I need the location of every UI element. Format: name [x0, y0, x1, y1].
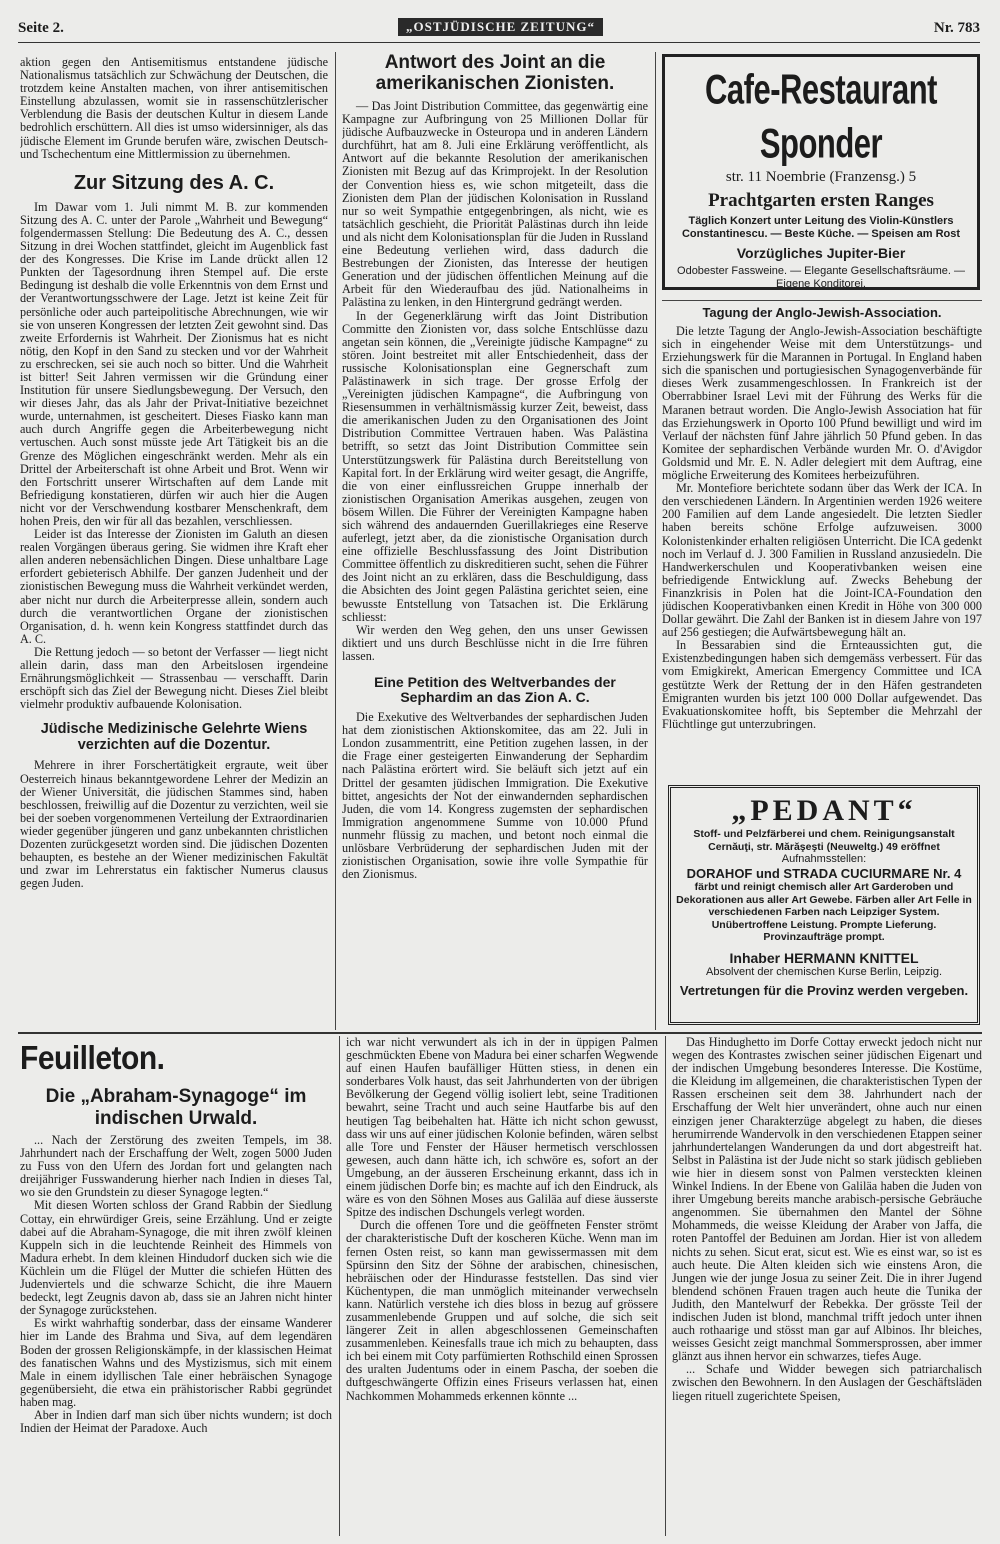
article-paragraph: Durch die offenen Tore und die geöffneten Fenster strömt der charakteristische Duft der koscheren Küche. Wenn man im fernen Osten reist, so kann man gewissermassen mit dem Spürsinn den Sitz der Söhne der arabischen, chinesischen, hebräischen oder der Hindurasse feststellen. Das sind vier Küchentypen, die man unmöglich miteinander verwechseln kann. Natürlich verstehe ich dies bloss in bezug auf grössere zusammenlebende Gruppen und auf solche, die sich seit längerer Zeit in allen abgeschlossenen Gemeinschaften zusammenleben. Keinesfalls traue ich mich zu behaupten, dass ich bei einem mit Coty parfümierten Rothschild einen Sprossen des uralten Judentums oder in einem Pascha, der soeben die duftgeschwängerte Offizin eines Friseurs verlassen hat, einen Nachkommen Mohammeds erkennen könnte ... [346, 1218, 658, 1403]
headline-medizin: Jüdische Medizinische Gelehrte Wiens verzichten auf die Dozentur. [40, 721, 308, 754]
headline-tagung: Tagung der Anglo-Jewish-Association. [662, 300, 982, 321]
pedant-desc: färbt und reinigt chemisch aller Art Garderoben und Dekorationen aus aller Art Gewebe. Färben aller Art Felle in verschiedenen Farben nach Leipziger System. Unübertroffene Leistung. Prompte Lieferung. Provinzaufträge prompt. [676, 881, 972, 943]
issue-number: Nr. 783 [933, 20, 980, 36]
cafe-concert: Täglich Konzert unter Leitung des Violin-Künstlers Constantinescu. — Beste Küche. — Speisen am Rost [681, 215, 961, 240]
column-rule [335, 52, 336, 1030]
pedant-provinz: Vertretungen für die Provinz werden vergeben. [679, 982, 969, 998]
article-paragraph: Mit diesen Worten schloss der Grand Rabbin der Siedlung Cottay, ein ehrwürdiger Greis, seine Erzählung. Und er zeigte dabei auf die Abraham-Synagoge, die mit ihren zwölf kleinen Kuppeln sich in die leuchtende Reinheit des Himmels von Madura erhebt. In dem kleinen Hindudorf ducken sich wie die Küchlein um die Flügel der Mutter die schiefen Hütten des Judenviertels und die schwarze Schicht, die ihre Mauern bedeckt, legt Zeugnis davon ab, dass sie an Jahren nicht hinter der Synagoge zurückstehen. [20, 1198, 332, 1318]
article-paragraph: ich war nicht verwundert als ich in der in üppigen Palmen geschmückten Ebene von Madura bei einer scharfen Wegwende auf einen Haufen baufälliger Hütten stiess, in denen ein sonderbares Volk haust, das seit Jahrhunderten von der übrigen Bevölkerung der Gegend völlig isoliert lebt, seine Traditionen bewahrt, seine Tracht und auch seine Hautfarbe bis auf den heutigen Tag beibehalten hat. Hätte ich nicht schon gewusst, dass wir uns auf einer jüdischen Kolonie befinden, wären selbst alle Tore und Fenster der Häuser hermetisch verschlossen gewesen, auch dann hätte ich, ich schwöre es, sofort an der Umgebung, an der äusseren Erscheinung erkannt, dass ich in einem jüdischen Dorfe bin; es machte auf ich den Eindruck, als wäre es von den Söhnen Moses aus Galiläa auf diese äusserste Spitze des indischen Dschungels verlegt worden. [346, 1036, 658, 1220]
column-rule [665, 1036, 666, 1536]
column-middle [342, 52, 648, 1032]
column-rule [339, 1036, 340, 1536]
column-rule [655, 52, 656, 1030]
headline-sitzung: Zur Sitzung des A. C. [73, 171, 275, 194]
page-number-label: Seite 2. [18, 20, 64, 36]
pedant-dorahof: DORAHOF und STRADA CUCIURMARE Nr. 4 [686, 866, 962, 881]
article-paragraph: Leider ist das Interesse der Zionisten im Galuth an diesen realen Vorgängen überaus gering. Sie widmen ihre Kraft eher allen anderen nebensächlichen Dingen. Diese unhaltbare Lage erfordert gebieterisch Abhilfe. Der ganzen Judenheit und der zionistischen Bewegung muss die Wahrheit verkündet werden, aber nicht nur durch die Arbeiterpresse allein, sondern auch durch die verantwortlichen Organe der zionistischen Organisation, d. h. wenn kein Kongress stattfindet durch das A. C. [20, 527, 328, 646]
section-divider [18, 1032, 982, 1034]
article-paragraph: Die letzte Tagung der Anglo-Jewish-Association beschäftigte sich in eingehender Weise mit dem Unterstützungs- und Erziehungswerk für die Marannen in Portugal. In England haben sich die spanischen und portugiesischen Synagogenverbände für dieses Werk zusammengeschlossen. In Frankreich ist der Oberrabbiner Israel Levi mit der Führung des Werks für die Maranen betraut worden. Die Anglo-Jewish Association hat für das Erziehungswerk in Oporto 100 Pfund bewilligt und wird im Verlauf der nächsten fünf Jahre jährlich 50 Pfund geben. In das Komitee der sephardischen Verbände wurden Mr. O. d'Avigdor Goldsmid und Mr. E. N. Adler delegiert mit dem Auftrag, eine mögliche Erweiterung des Komitees herbeizuführen. [662, 324, 982, 483]
article-paragraph: Es wirkt wahrhaftig sonderbar, dass der einsame Wanderer hier im Lande des Brahma und Siva, auf dem legendären Boden der grossen Religionskämpfe, in der klassischen Heimat des fanatischen Wahns und des Mystizismus, sich mit einem Male in einem idyllischen Tale einer hebräischen Synagoge gegenübersieht, die etwa ein prähistorischer Rabbi gegründet haben mag. [20, 1316, 332, 1409]
advertisement-pedant [668, 785, 980, 1025]
article-paragraph: Die Exekutive des Weltverbandes der sephardischen Juden hat dem zionistischen Aktionskomitee, das am 22. Juli in London zusammentritt, eine Petition zugehen lassen, in der die Frage einer gesteigerten Einwanderung der Sephardim nach Palästina erörtert wird. Sie beläuft sich jetzt auf ein Drittel der gesamten jüdischen Immigration. Die Exekutive bittet, angesichts der Not der einwandernden sephardischen Juden, die vom 14. Kongress zugemsten der sephardischen Immigration angenommene Summe von 10.000 Pfund nunmehr flüssig zu machen, und betont noch einmal die unlösbare Verbrüderung der sephardischen Juden mit der zionistischen Organisation, sowie ihre volle Sympathie für den Zionismus. [342, 710, 648, 882]
cafe-beer: Vorzügliches Jupiter-Bier [736, 245, 906, 261]
article-paragraph: Die Rettung jedoch — so betont der Verfasser — liegt nicht allein darin, dass man den Arbeitslosen irgendeine Ernährungsmöglichkeit — Strassenbau — verschafft. Darin erschöpft sich das Ziel der Bewegung nicht. Dieses Ziel bleibt vielmehr produktiv aufbauende Kolonisation. [20, 644, 328, 712]
article-paragraph: Wir werden den Weg gehen, den uns unser Gewissen diktiert und uns durch Beschlüsse nicht in die Irre führen lassen. [342, 622, 648, 663]
pedant-school: Absolvent der chemischen Kurse Berlin, Leipzig. [705, 965, 942, 978]
column-left [20, 56, 328, 1026]
headline-abraham-synagoge: Die „Abraham-Synagoge“ im indischen Urwald. [45, 1086, 307, 1129]
column-right [662, 300, 982, 770]
pedant-reg: Aufnahmsstellen: [781, 853, 867, 865]
article-paragraph: Mehrere in ihrer Forschertätigkeit ergraute, weit über Oesterreich hinaus bekanntgewordene Lehrer der Medizin an der Wiener Universität, die jüdischen Stammes sind, haben beschlossen, freiwillig auf die Dozentur zu verzichten, weil sie bei der soeben vorgenommenen Verteilung der Extraordinarien wieder gegenüber jüngeren und ganz unbekannten christlichen Dozenten zurückgesetzt worden sind. Die jüdischen Dozenten behaupten, es bestehe an der Wiener medizinischen Fakultät und zwar im Lehrerstatus ein faktischer Numerus clausus gegen Juden. [20, 758, 328, 891]
advertisement-cafe [662, 54, 980, 290]
feuilleton-column-1 [20, 1134, 332, 1534]
article-continuation: aktion gegen den Antisemitismus entstandene jüdische Nationalismus tatsächlich zur Schwächung der Deutschen, die trotzdem keine Anstalten machen, von ihrer antisemitischen Einstellung abzulassen, womit sie in rassenschützlerischer Verblendung die Basis der deutschen Kultur in diesem Lande bedrohlich erschüttern. All dies ist umso widersinniger, als das jüdische Element im Grunde berufen wäre, zwischen Deutsch- und Tschechentum eine Mittlermission zu übernehmen. [20, 56, 328, 161]
feuilleton-column-3 [672, 1036, 982, 1536]
masthead: „OSTJÜDISCHE ZEITUNG“ [398, 18, 603, 36]
pedant-line1: Stoff- und Pelzfärberei und chem. Reinigungsanstalt [693, 828, 955, 840]
article-paragraph: Aber in Indien darf man sich über nichts wundern; ist doch Indien der Heimat der Paradoxe. Auch [20, 1407, 332, 1436]
headline-petition: Eine Petition des Weltverbandes der Sephardim an das Zion A. C. [374, 674, 616, 706]
article-paragraph: ... Nach der Zerstörung des zweiten Tempels, im 38. Jahrhundert nach der Erschaffung der Welt, zogen 5000 Juden zu Fuss von den Ufern des Jordan fort und gelangten nach dreijähriger Fusswanderung hierher nach Indien in dieses Tal, wo sie den Grundstein zu dieser Synagoge legten.“ [20, 1134, 332, 1200]
article-paragraph: ... Schafe und Widder bewegen sich patriarchalisch zwischen den Bewohnern. In den Auslagen der Geschäftsläden liegen rituell zugerichtete Speisen, [672, 1362, 982, 1403]
cafe-name: Cafe-Restaurant Sponder [705, 65, 937, 167]
pedant-owner: Inhaber HERMANN KNITTEL [729, 949, 919, 966]
page-header [18, 14, 980, 43]
feuilleton-column-2 [346, 1036, 658, 1536]
article-paragraph: — Das Joint Distribution Committee, das gegenwärtig eine Kampagne zur Aufbringung von 25 Millionen Dollar für jüdische Aufbauzwecke in Osteuropa und in anderen Ländern durchführt, hat am 8. Juli eine Erklärung veröffentlicht, als Antwort auf die bekannte Resolution der amerikanischen Zionisten mit Bezug auf das Krimprojekt. In der Resolution der Convention hiess es, wie schon mitgeteilt, dass die Zionisten dem Plan der jüdischen Kolonisation in Russland nur so weit Sympathie entgegenbringen, als nicht, wie es tatsächlich geschieht, die Priorität Palästinas durch ihn leide und als nicht dem Kolonisationsplan für die Juden in Russland eine Bedeutung verliehen wird, dass dadurch die Bestrebungen der Zionisten, das Interesse der heutigen Generation und der jüdischen öffentlichen Meinung auf die Arbeit für den Wiederaufbau des jüd. Nationalheims in Palästina zu lenken, in den Hintergrund gedrängt werden. [342, 99, 648, 310]
article-paragraph: In der Gegenerklärung wirft das Joint Distribution Committe den Zionisten vor, dass solche Entschlüsse dazu angetan sein können, die „Vereinigte jüdische Kampagne“ zu stören. Joint bestreitet mit aller Entschiedenheit, dass der russische Kolonisationsplan eine Gegnerschaft zum Palästinawerk in sich trage. Der grosse Erfolg der „Vereinigten jüdischen Kampagne“, die Aufbringung von Riesensummen in verhältnismässig kurzer Zeit, beweist, dass die amerikanischen Juden zu den Organisationen des Joint Distribution Committee Vertrauen haben. Was Palästina betrifft, so setzt das Joint Distribution Committee sein Unterstützungswerk für Palästina durch Bereitstellung von Kapital fort. In der Erklärung wird weiter gesagt, die Angriffe, die von einer einflussreichen Gruppe innerhalb der zionistischen Organisation Amerikas ausgehen, zeugen von bösem Willen. Die Führer der Vereinigten Kampagne haben sich während des andauernden Guerillakrieges eine Reserve auferlegt, jetzt aber, da die zionistische Organisation durch eine offizielle Beschlussfassung des Joint Distribution Committee öffentlich zu diskreditieren sucht, sehen die Führer des Joint nicht an zu erklären, dass die Beschuldigung, dass die Absichten des Joint gegen Palästina gerichtet seien, eine bewusste Entstellung von Tatsachen ist. Die Erklärung schliesst: [342, 308, 648, 624]
feuilleton-label: Feuilleton. [20, 1040, 165, 1077]
headline-joint: Antwort des Joint an die amerikanischen Zionisten. [375, 52, 615, 94]
pedant-line2: Cernăuţi, str. Mărăşeşti (Neuweltg.) 49 eröffnet [708, 840, 940, 853]
cafe-address: str. 11 Noembrie (Franzensg.) 5 [725, 169, 917, 185]
article-paragraph: Im Dawar vom 1. Juli nimmt M. B. zur kommenden Sitzung des A. C. unter der Parole „Wahrheit und Bewegung“ folgendermassen Stellung: Die Bedeutung des A. C., dessen Sitzung in drei Wochen stattfindet, gleicht im Augenblick fast der des Kongresses. Die Krise im Lande drückt allen 12 Punkten der Tagesordnung ihren Stempel auf. Die erste Bedingung ist deshalb die volle Erkenntnis von dem Ernst und der Verantwortungsschwere der Lage. Jetzt ist keine Zeit für persönliche oder auch parteipolitische Abrechnungen, wie wir sie von unseren Kongressen der letzten Zeit gewohnt sind. Das zweite Erfordernis ist Wahrheit. Der Zionismus hat es nicht nötig, den Kopf in den Sand zu stecken und vor der Wahrheit zu erschrecken, sei sie auch noch so bitter. Und die Wahrheit ist bitter! Seit Jahren vermissen wir die Gründung einer Institution für unsere Siedlungsbewegung. Der Versuch, den wir dieses Jahr, das als Jahr der Privat-Initiative bezeichnet wurde, unternahmen, ist gescheitert. Dieses Fiasko kann man auch durch Angriffe gegen die Arbeiterbewegung nicht vertuschen. Auch sonst müsste jede Art Tätigkeit bis an die Grenze des Möglichen eingeschränkt werden. Mehr als ein Drittel der Arbeiterschaft ist ohne Arbeit und Brot. Wenn wir den Fortschritt unserer Wirtschaften auf dem Lande mit Befriedigung konstatieren, dürfen wir auch hier die Augen nicht vor der Verschwendung kostbarer Menschenkraft, dem hohen Preis, den wir für all das bezahlen, verschliessen. [20, 199, 328, 528]
cafe-garden: Prachtgarten ersten Ranges [708, 190, 934, 211]
article-paragraph: Das Hindughetto im Dorfe Cottay erweckt jedoch nicht nur wegen des Kontrastes zwischen seiner jüdischen Eigenart und der indischen Umgebung besonderes Interesse. Die Kostüme, die Kleidung im allgemeinen, die charakteristischen Typen der Rassen erscheinen seit dem 38. Jahrhundert nach der Erschaffung der Welt hier unverändert, ohne auch nur einen einzigen jener Charakterzüge abgelegt zu haben, die dieses herumirrende Wandervolk in den verschiedenen Etappen seiner jahrhundertelangen Wanderungen da und dort abgestreift hat. Selbst in Palästina ist der Jude nicht so stark jüdisch geblieben wie hier in diesem sonst von Palmen versteckten kleinen Winkel Indiens. In der Ebene von Galiläa haben die Juden von ihrer Umgebung bereits manche arabisch-persische Gebräuche angenommen. Sie übernahmen den Mantel der Söhne Mohammeds, die weisse Kleidung der Araber von Jaffa, die roten Pantoffel der Beduinen am Jordan. Hier ist von alledem nichts zu sehen. Sicut erat, sicut est. Wie es einst war, so ist es auch heute. Die Alten kleiden sich wie einstens Aron, die Jungen wie der junge Josua zu seiner Zeit. Die in ihrer Jugend blendend schönen Frauen tragen auch heute die Tunika der Judith, den Mantelwurf der Rebekka. Der grösste Teil der indischen Juden ist blond, manchmal trifft jedoch unter ihnen auch rothaarige und stösst man gar auf Albinos. Ihr bleiches, weisses Gesicht zeigt manchmal Sommersprossen, aber immer glänzt aus ihnen hervor ein schwarzes, tiefes Auge. [672, 1036, 982, 1364]
cafe-wine: Odobester Fassweine. — Elegante Gesellschaftsräume. — Eigene Konditorei. [677, 265, 965, 290]
article-paragraph: In Bessarabien sind die Ernteaussichten gut, die Existenzbedingungen haben sich demgemäss verbessert. Für das vom Emigkirekt, American Emergency Committee und ICA gestützte Werk der Rettung der in den Häfen gestrandeten Emigranten wurden bis jetzt 100 000 Dollar aufgewendet. Das Evakuationskomitee hofft, bis September die Mehrzahl der Flüchtlinge gut unterzubringen. [662, 638, 982, 731]
pedant-name: „PEDANT“ [731, 794, 917, 827]
article-paragraph: Mr. Montefiore berichtete sodann über das Werk der ICA. In den verschiedenen Ländern. In Argentinien werden 1926 weitere 200 Familien auf dem Lande angesiedelt. Die letzten Siedler haben bereits schöne Erfolge aufzuweisen. 3000 Kolonistenkinder erhalten religiösen Unterricht. Die ICA gedenkt noch im Verlauf d. J. 300 Familien in Russland anzusiedeln. Die Handwerkerschulen und Kooperativbanken weisen eine befriedigende Entwicklung auf. Zwecks Behebung der Finanzkrisis in Polen hat die Joint-ICA-Foundation den jüdischen Kooperativbanken einen Kredit in Höhe von 300 000 Dollar gewährt. Die Zahl der Banken ist in diesem Jahre von 197 auf 256 gestiegen; die Aufwärtsbewegung hält an. [662, 481, 982, 640]
